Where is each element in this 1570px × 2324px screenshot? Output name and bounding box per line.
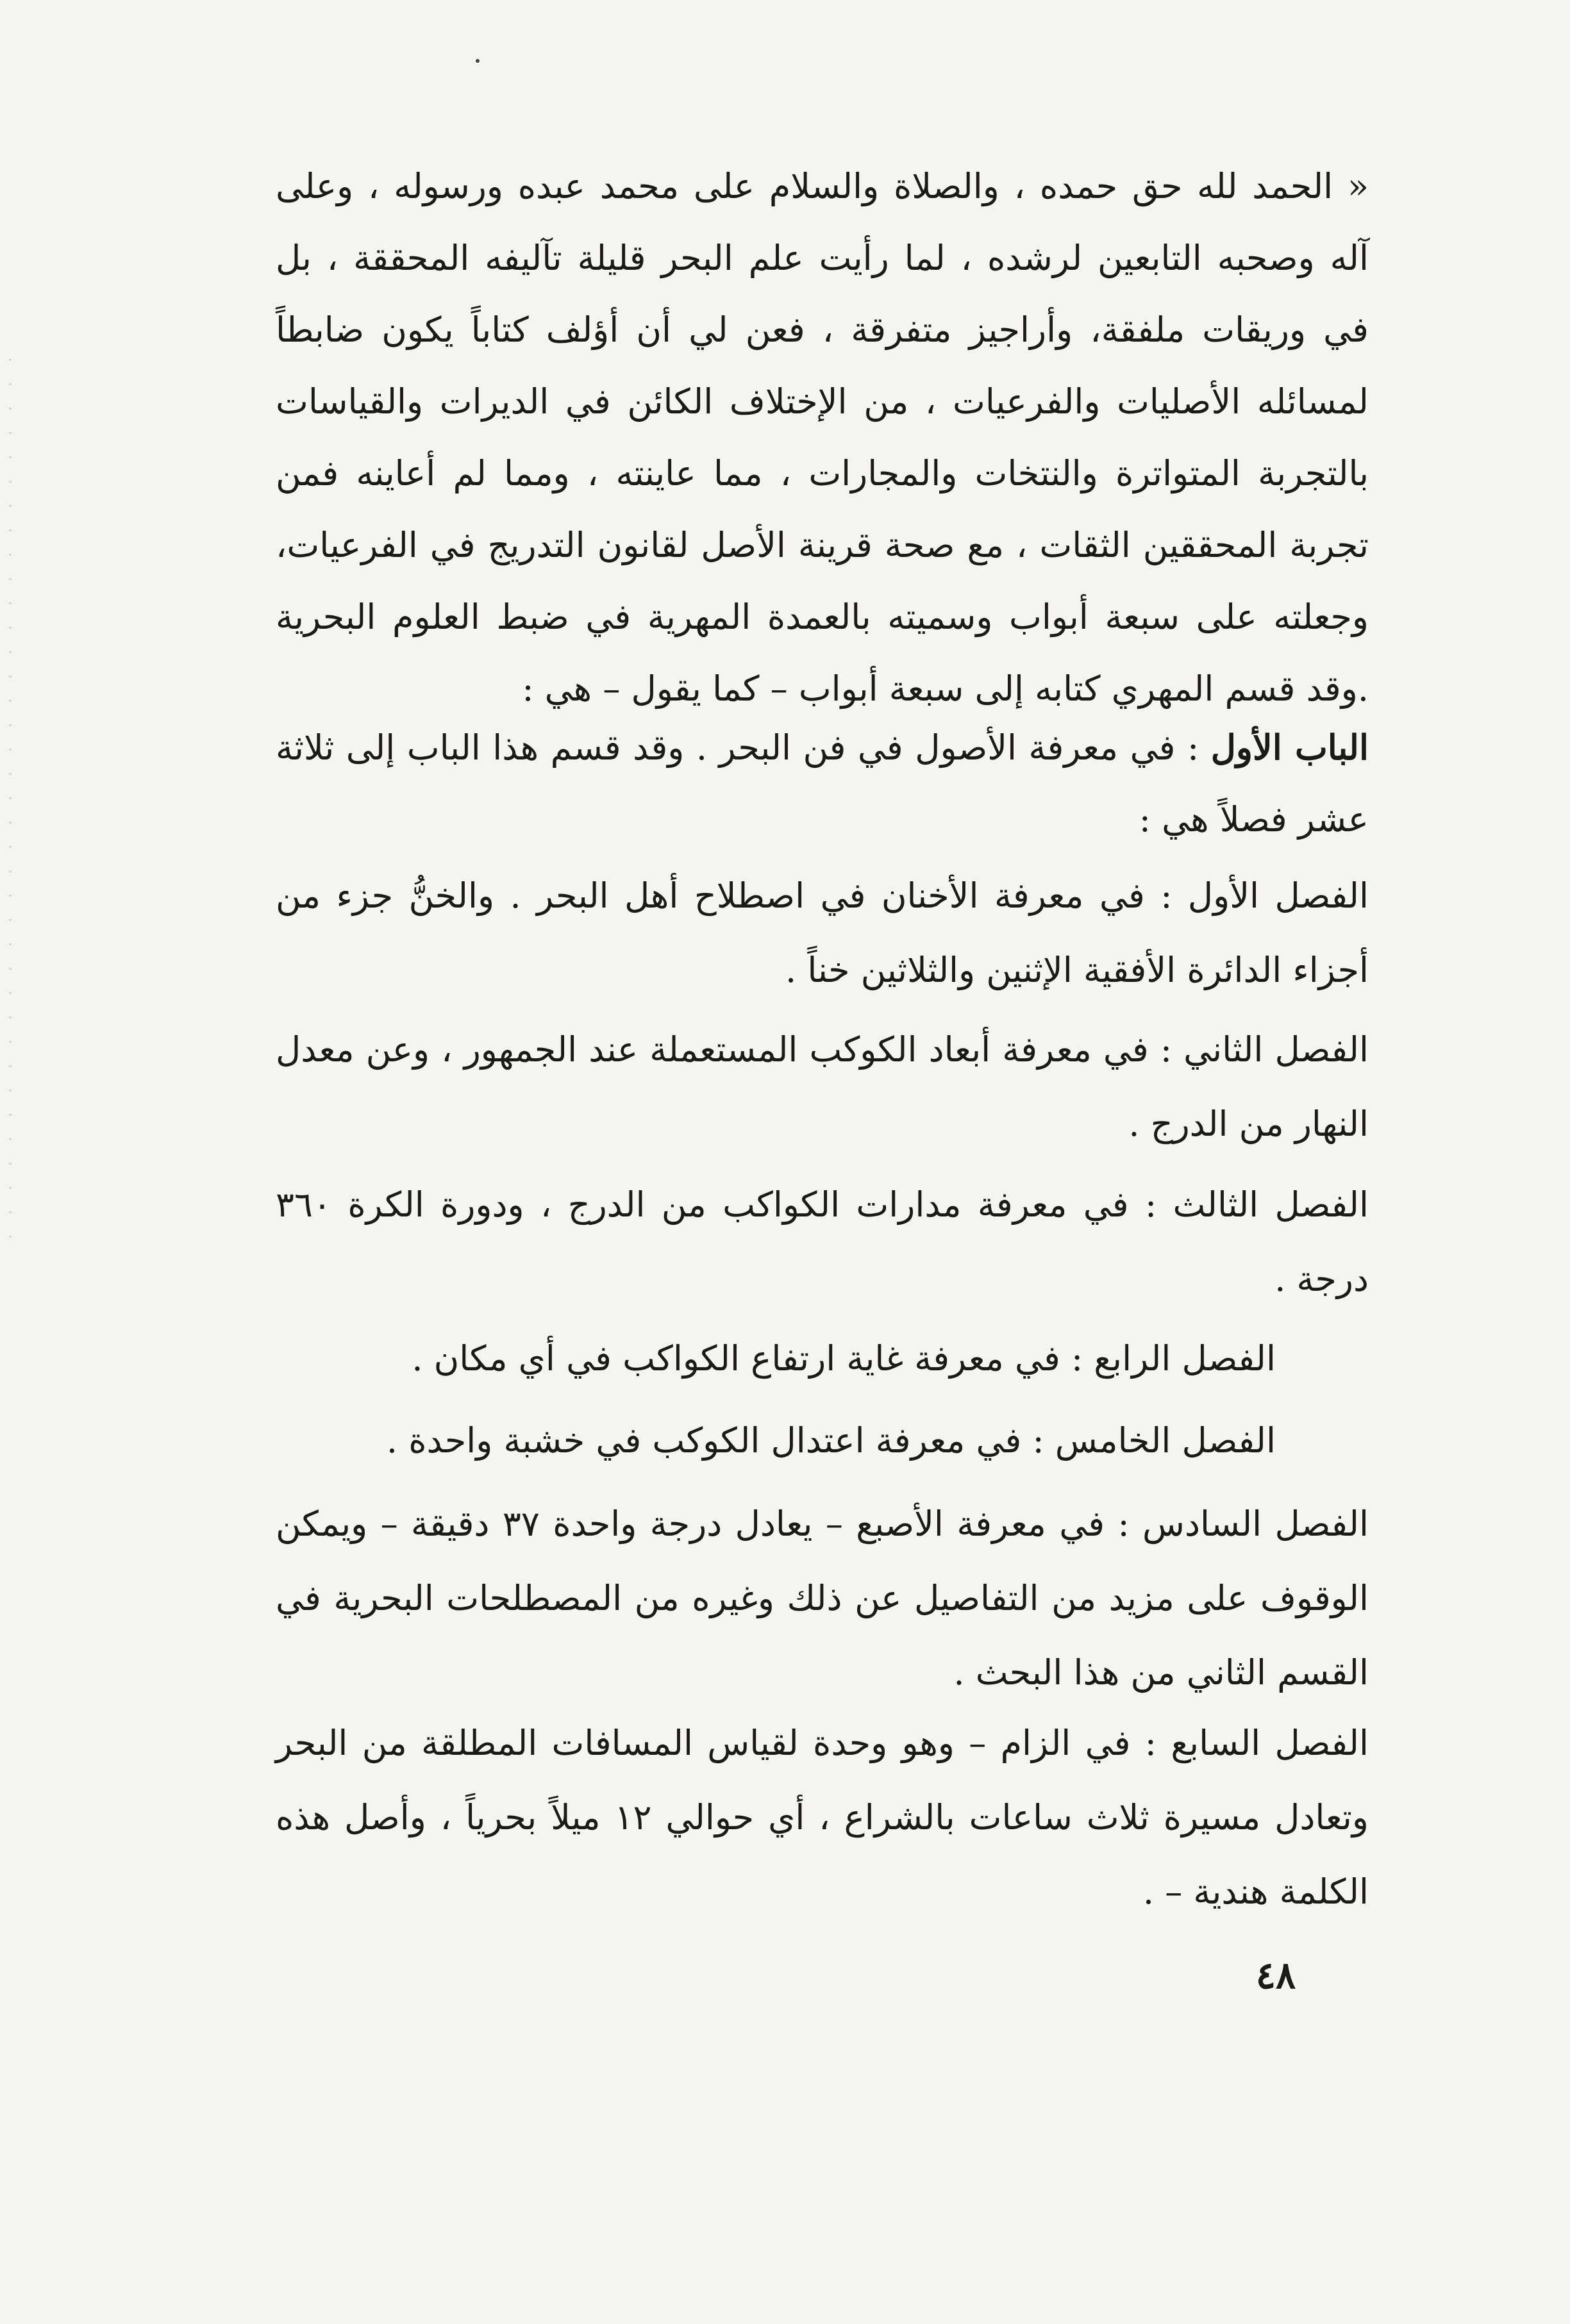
section-3: الفصل الثالث : في معرفة مدارات الكواكب من الدرج ، ودورة الكرة ٣٦٠ درجة . xyxy=(276,1184,1369,1299)
section-1: الفصل الأول : في معرفة الأخنان في اصطلاح أهل البحر . والخنُّ جزء من أجزاء الدائرة الأفقية الإثنين والثلاثين خناً . xyxy=(276,876,1369,990)
chapter-one-paragraph xyxy=(276,711,1369,856)
scan-speck xyxy=(476,59,480,63)
scan-edge-marks xyxy=(9,359,12,1256)
page-number: ٤٨ xyxy=(1255,1954,1296,1997)
section-7: الفصل السابع : في الزام – وهو وحدة لقياس المسافات المطلقة من البحر وتعادل مسيرة ثلاث ساعات بالشراع ، أي حوالي ١٢ ميلاً بحرياً ، وأصل هذه الكلمة هندية – . xyxy=(276,1723,1369,1912)
section-2: الفصل الثاني : في معرفة أبعاد الكوكب المستعملة عند الجمهور ، وعن معدل النهار من الدرج . xyxy=(276,1029,1369,1144)
section-5: الفصل الخامس : في معرفة اعتدال الكوكب في خشبة واحدة . xyxy=(386,1420,1276,1461)
chapter-heading: الباب الأول xyxy=(1210,727,1369,768)
intro-paragraph: « الحمد لله حق حمده ، والصلاة والسلام على محمد عبده ورسوله ، وعلى آله وصحبه التابعين لرشده ، لما رأيت علم البحر قليلة تآليفه المحققة ، بل في وريقات ملفقة، وأراجيز متفرقة ، فعن لي أن أؤلف كتاباً يكون ضابطاً لمسائله الأصليات والفرعيات ، من الإختلاف الكائن في الديرات والقياسات بالتجربة المتواترة والنتخات والمجارات ، مما عاينته ، ومما لم أعاينه فمن تجربة المحققين الثقات ، مع صحة قرينة الأصل لقانون التدريج في الفرعيات، وجعلته على سبعة أبواب وسميته بالعمدة المهرية في ضبط العلوم البحرية .وقد قسم المهري كتابه إلى سبعة أبواب – كما يقول – هي : xyxy=(276,166,1369,709)
chapter-text: : في معرفة الأصول في فن البحر . وقد قسم هذا الباب إلى ثلاثة عشر فصلاً هي : xyxy=(276,727,1369,840)
section-6: الفصل السادس : في معرفة الأصبع – يعادل درجة واحدة ٣٧ دقيقة – ويمكن الوقوف على مزيد من التفاصيل عن ذلك وغيره من المصطلحات البحرية في القسم الثاني من هذا البحث . xyxy=(276,1504,1369,1693)
section-4: الفصل الرابع : في معرفة غاية ارتفاع الكواكب في أي مكان . xyxy=(412,1338,1276,1379)
